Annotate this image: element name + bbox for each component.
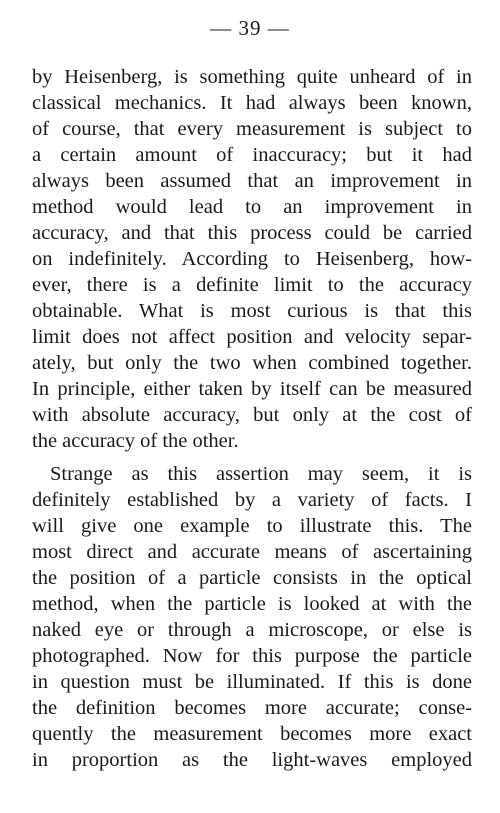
- paragraph-2-line-1: Strange as this assertion may seem, it is: [50, 463, 472, 485]
- paragraph-1-line-8: on indefinitely. According to Heisenberg, how-: [32, 248, 472, 270]
- paragraph-1-line-6: method would lead to an improvement in: [32, 196, 472, 218]
- paragraph-1-line-7: accuracy, and that this process could be carried: [32, 222, 472, 244]
- paragraph-2-line-7: naked eye or through a microscope, or else is: [32, 619, 472, 641]
- paragraph-1-line-5: always been assumed that an improvement in: [32, 170, 472, 192]
- paragraph-1-line-14: with absolute accuracy, but only at the cost of: [32, 404, 472, 426]
- paragraph-2-line-6: method, when the particle is looked at with the: [32, 593, 472, 615]
- paragraph-1-line-15: the accuracy of the other.: [32, 430, 239, 452]
- paragraph-1-line-11: limit does not affect position and velocity separ-: [32, 326, 472, 348]
- paragraph-2-line-9: in question must be illuminated. If this is done: [32, 671, 472, 693]
- paragraph-1-line-4: a certain amount of inaccuracy; but it had: [32, 144, 472, 166]
- paragraph-2-line-4: most direct and accurate means of ascertaining: [32, 541, 472, 563]
- page-number: — 39 —: [210, 16, 290, 40]
- paragraph-2-line-10: the definition becomes more accurate; conse-: [32, 697, 472, 719]
- paragraph-2-line-3: will give one example to illustrate this. The: [32, 515, 472, 537]
- paragraph-1-line-3: of course, that every measurement is subject to: [32, 118, 472, 140]
- paragraph-2-line-5: the position of a particle consists in the optical: [32, 567, 472, 589]
- paragraph-2-line-8: photographed. Now for this purpose the particle: [32, 645, 472, 667]
- paragraph-2-line-12: in proportion as the light-waves employed: [32, 749, 472, 771]
- paragraph-2-line-2: definitely established by a variety of facts. I: [32, 489, 472, 511]
- paragraph-1-line-12: ately, but only the two when combined together.: [32, 352, 472, 374]
- paragraph-1-line-10: obtainable. What is most curious is that this: [32, 300, 472, 322]
- paragraph-1-line-9: ever, there is a definite limit to the accuracy: [32, 274, 472, 296]
- paragraph-1-line-2: classical mechanics. It had always been known,: [32, 92, 472, 114]
- paragraph-1-line-13: In principle, either taken by itself can be measured: [32, 378, 472, 400]
- paragraph-2-line-11: quently the measurement becomes more exact: [32, 723, 472, 745]
- paragraph-1-line-1: by Heisenberg, is something quite unheard of in: [32, 66, 472, 88]
